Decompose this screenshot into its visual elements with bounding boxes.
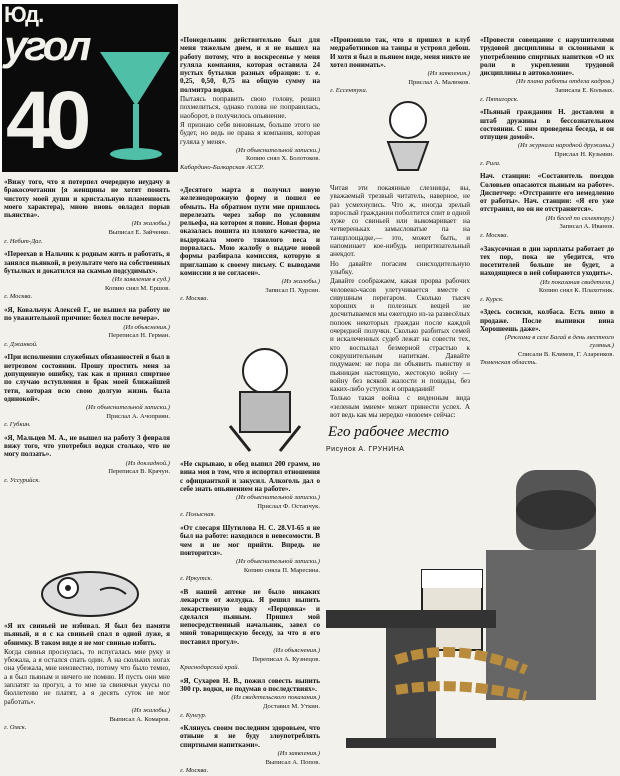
text-body2: Я признаю себя виновным, больше этого не будет, но ведь не права я компания, которая гуляла у меня». [180,120,320,146]
quote-src: (Из заявления.) [277,750,320,758]
quote-city: г. Москва. [180,767,209,775]
quote-block [480,245,614,304]
quote-city: г. Курск. [480,295,504,303]
quote-src: (Из докладной.) [125,459,170,467]
quote-src: (Из объяснительной записки.) [235,558,320,566]
column-1b [4,622,170,737]
text-p1: Читая эти покаянные слезницы, вы, уважаемый трезвый читатель, наверное, не раз усмехнулись. Что ж, иногда зрелый взрослый гражданин поболтится спит в одной луже со свиньей или выкомаривает на четвереньках замысловатые па на танцплощадке,— это, может быть, и напоминает кое-нибудь непритязательный анекдот. [330,184,470,259]
quote-city: г. Иркутск. [180,575,213,583]
quote-sig: Переписал В. Крачун. [108,468,170,476]
quote-city: г. Пятигорск. [480,95,519,103]
quote-block [4,306,170,348]
quote-sig: Прислал Н. Кузьмин. [554,151,614,159]
quote-q: «Клянусь своим последним здоровьем, что отныне я не буду злоупотреблять спиртными напитками». [180,724,320,749]
cartoon-pig [30,560,150,620]
quote-src: (Из бесед по селектору.) [545,214,614,222]
quote-sig: Прислал Ф. Остапчук. [257,502,320,510]
quote-city: г. Омск. [4,724,27,732]
quote-block [180,588,320,672]
quote-sig: Записала Е. Кольвах. [555,87,614,95]
quote-block [4,353,170,429]
quote-q: «Пьяный гражданин Н. доставлен в штаб дружины в бессознательном состоянии. С ним проведена беседа, и он отпущен домой». [480,108,614,142]
wine-glass-icon [96,46,174,166]
quote-q: Нач. станции: «Составитель поездов Соловьев опасаются пьяным на работе». Диспетчер: «Отстраните его немедленно от работы». Нач. станции: «Я его уже отстранил, но он не отстраняется». [480,172,614,214]
text-sig: Записал П. Хурсин. [265,286,320,294]
quote-q: «В нашей аптеке не было никаких лекарств от желудка. Я решил выпить лекарственную водку «Перцовка» и сделался пьяным. Пришел мой непосредственный начальник, завел со мной товарищескую беседу, за что я его поставил прогул». [180,587,320,646]
text-p3: Давайте соображаем, какая прорва рабочих человеко-часов улетучивается вместе с сивушным перегаром. Сколько тысяч хороших и полезных вещей не досчитываемся мы ежегодно из-за развесёлых попоек некоторых граждан после каждой очередной получки. Сколько разбитых семей и искалеченных судеб лежат на совести тех, кто воспылал безмерной страстью к сокрушительным напиткам. Давайте подумаем: не пора ли объявить пьянству и пьяницам настоящую, жестокую войну — войну без всякой жалости и пощады, без каких-либо уступок и оправданий! [330,277,470,394]
quote-block [480,172,614,239]
quote-city: г. Рига. [480,159,501,167]
text-p2: Но давайте погасим снисходительную улыбку. [330,259,470,276]
quote-q: «От слесаря Шутилова Н. С. 28.VI-65 я не был на работе: находился в невесомости. В чем и не мог прийти. Впредь не повторится». [180,523,320,557]
quote-q: «При исполнении служебных обязанностей я был в нетрезвом состоянии. Прошу простить меня за допущенную ошибку, так как я принял спиртное по случаю вступления в брак моей ближайшей тети, которая всю свою долгую жизнь была одинокой». [4,353,170,403]
quote-q: «Вижу того, что я потерпел очередную неудачу в бракосочетании [я женщины не хотят понять чистоту моей души и кристальную пламенность моего характера), мною вновь овладел порыв пьянства». [4,178,170,220]
quote-sig: Выписал А. Попов. [265,758,320,766]
quote-sig: Списали В. Климов, Г. Азаренков. [517,350,614,358]
text-city: Кабардино-Балкарская АССР. [180,164,265,172]
cartoon-workplace [326,460,616,770]
column-2-top [180,36,320,177]
text-q: «Произошло так, что я пришел в клуб медработников на танцы и устроил дебош. И хотя я был в пьяном виде, меня никто не хотел понимать». [330,36,470,69]
text-sig: Прислал А. Малюков. [408,78,470,86]
quote-city: г. Полысная. [180,511,216,519]
quote-sig: Копию сняла П. Маресина. [243,566,320,574]
quote-sig: Выписал А. Комаров. [109,715,170,723]
quote-src: (Из показания свидетеля.) [540,278,614,286]
quote-src: (Из объяснения.) [273,647,320,655]
quote-src: (Из журнала народной дружины.) [517,142,614,150]
quote-q: «Закусочная в дни зарплаты работает до тех пор, пока не убедится, что посетителей больше не будет, а находящиеся в ней собираются уходить». [480,244,614,278]
quote-block [4,434,170,485]
quote-city: Тюменская область. [480,359,538,367]
quote-src: (Из объяснительной записки.) [235,494,320,502]
quote-city: г. Джанкой. [4,340,38,348]
quote-q: «Я, Сухарев Н. В., пожил совесть выпить 300 гр. водки, не подумав о последствиях». [180,676,320,694]
text-src: (Из заявления.) [427,70,470,78]
quote-city: г. Москва. [4,293,33,301]
column-2-mid [180,186,320,308]
column-2-low [180,460,320,776]
quote-src: (Из объяснения.) [123,323,170,331]
quote-block [180,677,320,719]
quote-src: (Из заявления в суд.) [112,276,170,284]
cartoon-credit: Рисунок А. ГРУНИНА [326,446,405,453]
quote-city: г. Небит-Даг. [4,237,43,245]
quote-block [180,524,320,583]
cartoon-dancer [358,92,458,172]
quote-city: Краснодарский край. [180,664,240,672]
quote-src: (Из жалобы.) [131,706,170,714]
quote-q: «Не скрываю, в обед выпил 200 грамм, но вина моя в том, что я испортил отношения с официанткой и закусил. Алкоголь дал о себе знать опьянением на работе». [180,460,320,493]
quote-q: «Переехав в Нальчик к родным жить и работать, я занялся пьянкой, в результате чего на собственных бутылках и докатился на скамью подсудимых». [4,250,170,275]
text-q: «Понедельник действительно был для меня тяжелым днем, и я не вышел на работу потому, что в воскресенье у меня гуляла компания, которая оставила 24 пустых бутылки разных образцов: т. е. 0,25, 0,50, 0,75 на общую сумму на полмитра водки. [180,36,320,94]
quote-q: «Я их свиньей не избивал. Я был без памяти пьяный, и я с ка свиньей спал в одной луже, я обнимку. В таком виде я не мог свинью избить. [4,622,170,647]
text-p4: Только такая война с виденным вида «зеленым змием» может принести успех. А вот ведь как мы нередко «воюем» сейчас: [330,394,470,420]
column-1 [4,178,170,490]
quote-q: «Здесь сосиски, колбаса. Есть вино в продаже. После выпивки вина Хорошеешь даже». [480,308,614,334]
quote-block [180,186,320,303]
quote-block [4,178,170,245]
quote-block [180,36,320,172]
text-city: г. Москва. [180,295,209,303]
text-sig: Копию снял Х. Болотоков. [246,155,320,163]
quote-block [330,36,470,95]
quote-sig: Копию снял М. Ершов. [104,284,170,292]
quote-sig: Копию снял К. Плахотник. [538,287,614,295]
masthead-number: 40 [6,75,86,166]
quote-block [480,108,614,167]
quote-city: г. Кунгур. [180,711,207,719]
quote-block [180,460,320,519]
quote-block [330,184,470,419]
masthead-top: Юд. [4,2,44,27]
text-city: г. Ессентуки. [330,87,368,95]
quote-body: Когда свинья проснулась, то испугалась мне руку и убежала, а я остался спать один. А на скольких ногах она убежала, мне неизвестно, потому что было темно, а я был пьяным и ничего не помню. И пусть они мне заплатят за прогул, а то мне за свинячьи укусы по бюллетеню не платят, а я десять суток не мог работать». [4,647,170,706]
quote-src: (Из объяснительной записки.) [85,404,170,412]
quote-q: «Я, Ковальчук Алексей Г., не вышел на работу не по уважительной причине: болел после вечера». [4,305,170,323]
text-q: «Десятого марта я получил новую железнодорожную форму и пошел ее обмыть. На обратном пути мне пришлось перелезать через забор по условиям рельефа, на котором я повис. Новая форма оказалась пошита из плохого качества, не выдержала моего тяжелого веса и порвалась. Мою жалобу о выдаче новой формы разбирала комиссия, которую я приглашаю к своему письму. С выводами комиссии я не согласен». [180,186,320,277]
column-3-top [330,36,470,100]
masthead-title: угол [4,22,89,69]
quote-sig: Выписал Е. Зайченко. [108,229,170,237]
quote-src: (Из жалобы.) [131,220,170,228]
quote-q: «Я, Мальцев М. А., не вышел на работу 3 февраля вижу того, что употребил водки столько, что не могу ползать». [4,433,170,459]
column-3-essay [330,184,470,424]
cartoon-title: Его рабочее место [328,424,449,440]
quote-city: г. Губкин. [4,421,31,429]
quote-block [4,622,170,732]
quote-block [180,724,320,775]
quote-block [480,308,614,366]
quote-q: «Провести совещание с нарушителями трудовой дисциплины и склонными к употреблению спиртных напитков «О их роли в укреплении трудовой дисциплины в автоколонне». [480,36,614,78]
quote-src: (Реклама в селе Багай в день местного гулянья.) [504,334,614,349]
quote-sig: Доставил М. Уткин. [263,702,320,710]
quote-sig: Переписал А. Кузнецов. [252,655,320,663]
quote-sig: Прислал А. Ачоприян. [106,412,170,420]
cartoon-drunk-man [210,336,320,456]
quote-src: (Из свидетельского показания.) [231,694,320,702]
quote-block [480,36,614,103]
quote-src: (Из плана работы отдела кадров.) [516,78,614,86]
column-4 [480,36,614,372]
quote-block [4,250,170,301]
quote-city: г. Уссурийск. [4,476,41,484]
quote-sig: Переписал Н. Герман. [108,332,170,340]
masthead [0,0,178,172]
text-src: (Из объяснительной записки.) [235,146,320,154]
text-body1: Пытаясь поправить свою голову, решил похмелиться, однако голова не поправилась, наоборот, в получилось опьянение. [180,95,320,120]
text-src: (Из жалобы.) [281,278,320,286]
quote-city: г. Москва. [480,231,509,239]
quote-sig: Записал А. Иванов. [559,223,614,231]
